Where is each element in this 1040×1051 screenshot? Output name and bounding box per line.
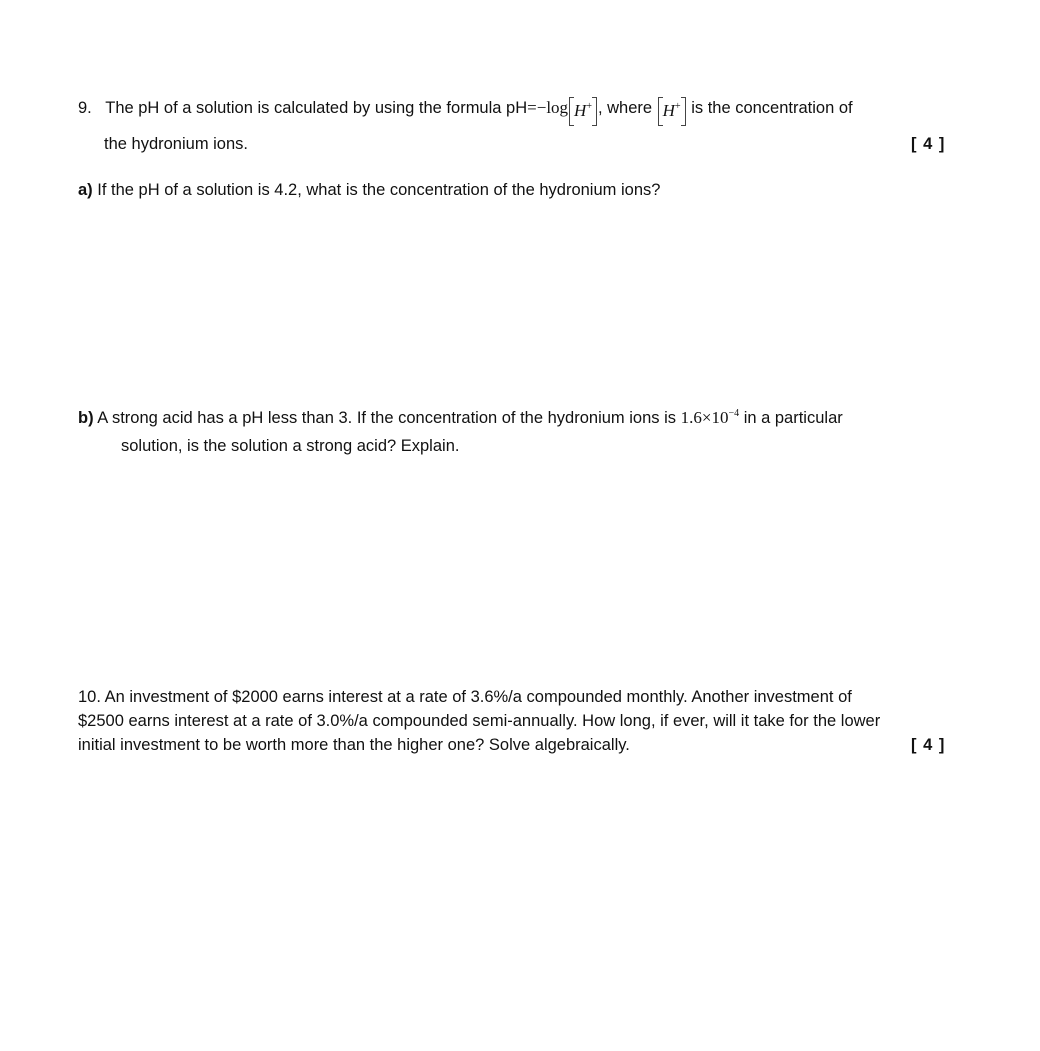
q9a-text: If the pH of a solution is 4.2, what is the concentration of the hydronium ions? — [97, 181, 661, 199]
q9-number: 9. — [78, 99, 92, 117]
q10-line-1: 10. An investment of $2000 earns interest at a rate of 3.6%/a compounded monthly. Another investment of — [78, 688, 852, 706]
q9b-prompt — [78, 406, 843, 430]
concentration-value: $1.6\times 10^{-4}$ — [680, 408, 740, 427]
q9b-line-2: solution, is the solution a strong acid? Explain. — [121, 437, 460, 455]
q9a-label: a) — [78, 181, 93, 199]
q9-marks: [ 4 ] — [911, 135, 946, 153]
q9a-prompt — [78, 178, 660, 202]
h-concentration — [657, 98, 687, 120]
h-bracket-1: H+ — [569, 100, 597, 122]
q9-text-b: , where — [597, 99, 653, 117]
q9-line-2: the hydronium ions. — [104, 135, 248, 153]
q9b-label: b) — [78, 409, 94, 427]
q9-text-a: The pH of a solution is calculated by using the formula pH — [105, 99, 528, 117]
q9b-text-1: A strong acid has a pH less than 3. If the concentration of the hydronium ions is — [97, 409, 677, 427]
q9-text-c: is the concentration of — [691, 99, 853, 117]
q9-line-1 — [78, 96, 853, 122]
q10-marks: [ 4 ] — [911, 736, 946, 754]
q10-line-2: $2500 earns interest at a rate of 3.0%/a compounded semi-annually. How long, if ever, will it take for the lower — [78, 712, 881, 730]
q9b-text-2: in a particular — [743, 409, 843, 427]
ph-formula: =−log H+ — [527, 98, 598, 117]
q10-line-3: initial investment to be worth more than the higher one? Solve algebraically. — [78, 736, 630, 754]
h-bracket-2: H+ — [658, 100, 686, 122]
